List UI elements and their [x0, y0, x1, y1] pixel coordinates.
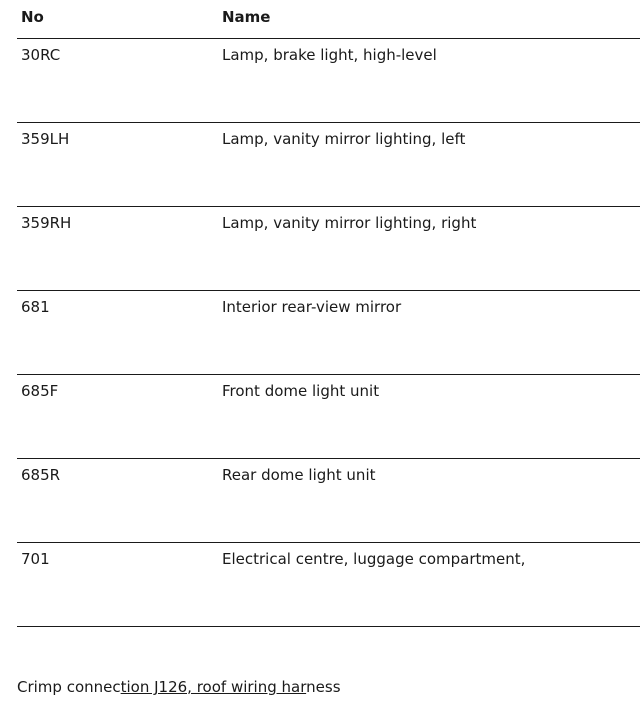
cell-name: Rear dome light unit	[222, 466, 376, 484]
table-row	[17, 291, 640, 375]
cell-name: Lamp, vanity mirror lighting, right	[222, 214, 477, 232]
cell-name: Lamp, brake light, high-level	[222, 46, 437, 64]
footer-text-start: Crimp connec	[17, 678, 121, 696]
table-row	[17, 543, 640, 627]
table-row	[17, 39, 640, 123]
header-name: Name	[222, 8, 271, 26]
cell-no: 685F	[21, 382, 59, 400]
cell-no: 681	[21, 298, 50, 316]
table-row	[17, 459, 640, 543]
footer-link[interactable]	[17, 678, 341, 696]
cell-name: Front dome light unit	[222, 382, 380, 400]
components-table	[17, 0, 640, 627]
table-row	[17, 123, 640, 207]
header-no: No	[21, 8, 44, 26]
table-header	[17, 0, 640, 39]
cell-no: 701	[21, 550, 50, 568]
cell-name: Interior rear-view mirror	[222, 298, 402, 316]
cell-no: 30RC	[21, 46, 61, 64]
footer-text-end: ness	[306, 678, 341, 696]
cell-name: Lamp, vanity mirror lighting, left	[222, 130, 466, 148]
cell-no: 685R	[21, 466, 61, 484]
cell-no: 359LH	[21, 130, 70, 148]
table-row	[17, 375, 640, 459]
footer-text-underlined: tion J126, roof wiring har	[120, 678, 307, 696]
cell-no: 359RH	[21, 214, 72, 232]
cell-name: Electrical centre, luggage compartment,	[222, 550, 526, 568]
table-row	[17, 207, 640, 291]
